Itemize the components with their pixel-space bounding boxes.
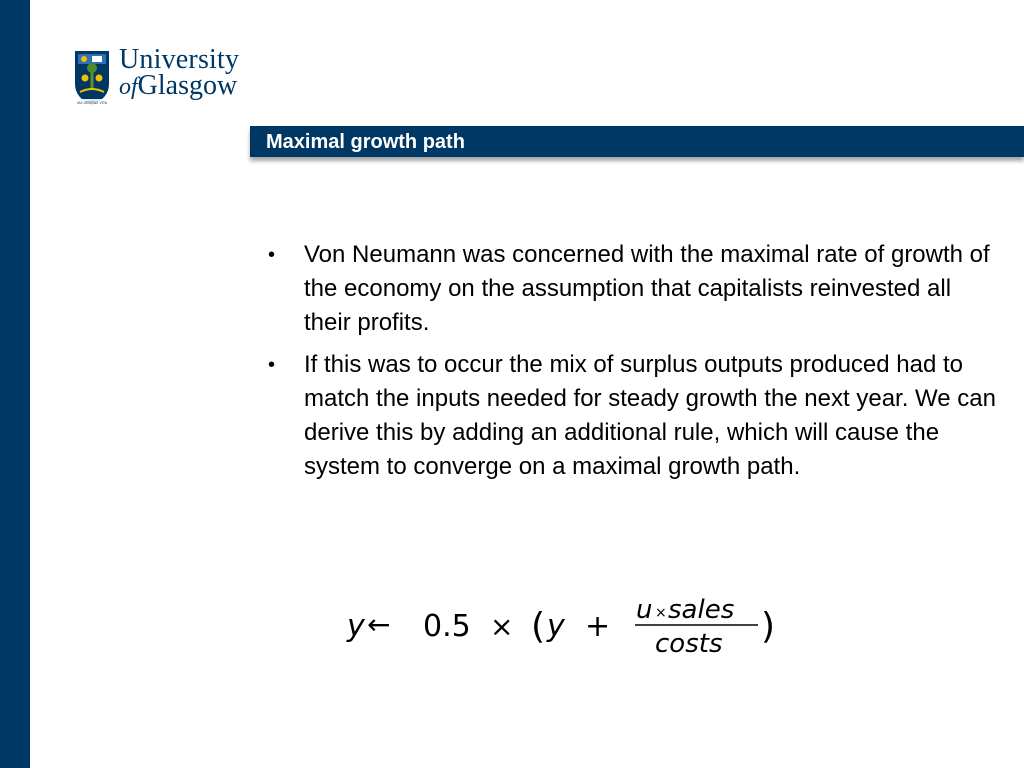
slide-title: Maximal growth path — [266, 131, 465, 153]
bullet-marker: • — [268, 354, 276, 376]
formula-coefficient: 0.5 — [423, 609, 471, 644]
formula-close-paren: ) — [761, 606, 776, 647]
left-brand-band — [0, 0, 30, 768]
logo-of-glasgow — [119, 70, 239, 101]
list-item — [268, 348, 998, 484]
bullet-marker: • — [268, 244, 276, 266]
logo-wordmark — [119, 44, 240, 101]
motto-text: VIA VERITAS VITA — [76, 101, 108, 105]
formula-num-sales: sales — [668, 595, 735, 625]
formula-open-paren: ( — [531, 606, 546, 647]
formula-times: × — [490, 610, 514, 643]
crest-icon — [74, 50, 110, 106]
formula-arrow: ← — [367, 608, 391, 641]
logo-university: University — [119, 44, 240, 75]
university-logo — [74, 44, 254, 107]
formula-num-times: × — [655, 605, 667, 621]
logo-of: of — [119, 74, 138, 100]
list-item — [268, 238, 998, 340]
bullet-text: If this was to occur the mix of surplus outputs produced had to match the inputs needed for steady growth the next year. We can derive this by adding an additional rule, which will cause the system to converge on a maximal growth path. — [304, 351, 996, 480]
title-bar — [250, 126, 1024, 157]
formula-y: y — [547, 609, 565, 644]
formula-denominator: costs — [655, 629, 723, 658]
logo-glasgow: Glasgow — [137, 70, 238, 101]
growth-formula — [345, 594, 785, 658]
bullet-list — [268, 238, 998, 492]
bullet-text: Von Neumann was concerned with the maximal rate of growth of the economy on the assumption that capitalists reinvested all their profits. — [304, 241, 990, 336]
formula-lhs-y: y — [347, 609, 365, 644]
formula-plus: + — [585, 609, 611, 644]
formula-num-u: u — [636, 595, 653, 625]
